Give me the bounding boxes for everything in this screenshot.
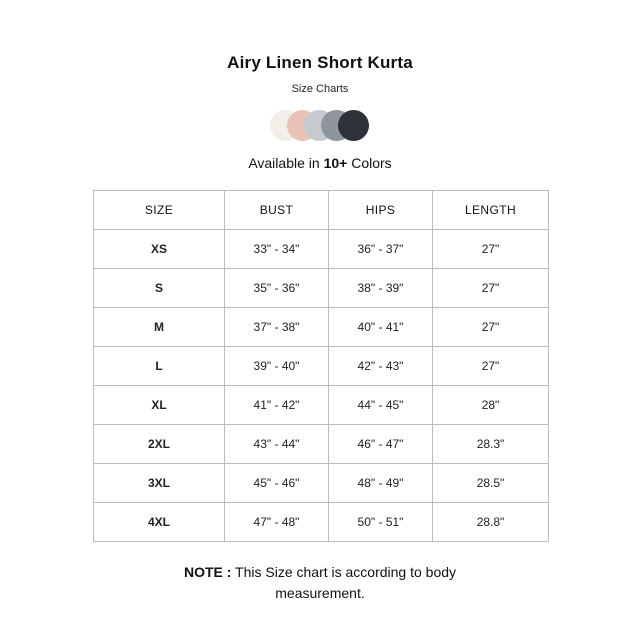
cell-bust: 45" - 46" [225, 464, 329, 503]
cell-hips: 40" - 41" [329, 308, 433, 347]
cell-bust: 37" - 38" [225, 308, 329, 347]
cell-size: M [94, 308, 225, 347]
header-size: SIZE [94, 191, 225, 230]
table-row [94, 347, 549, 386]
header-hips: HIPS [329, 191, 433, 230]
cell-size: XL [94, 386, 225, 425]
table-row [94, 230, 549, 269]
cell-length: 28.5" [433, 464, 549, 503]
note-text-line2: measurement. [275, 585, 365, 601]
cell-hips: 36" - 37" [329, 230, 433, 269]
color-swatch [338, 110, 369, 141]
cell-length: 28.8" [433, 503, 549, 542]
cell-size: 3XL [94, 464, 225, 503]
cell-length: 27" [433, 308, 549, 347]
table-row [94, 425, 549, 464]
cell-bust: 35" - 36" [225, 269, 329, 308]
cell-hips: 48" - 49" [329, 464, 433, 503]
cell-hips: 46" - 47" [329, 425, 433, 464]
table-row [94, 308, 549, 347]
cell-bust: 41" - 42" [225, 386, 329, 425]
header-length: LENGTH [433, 191, 549, 230]
cell-bust: 43" - 44" [225, 425, 329, 464]
availability-text [0, 155, 640, 171]
color-swatches [270, 110, 370, 142]
page-subtitle: Size Charts [291, 83, 349, 95]
cell-size: 4XL [94, 503, 225, 542]
cell-size: S [94, 269, 225, 308]
table-body [94, 230, 549, 542]
table-row [94, 503, 549, 542]
cell-length: 27" [433, 230, 549, 269]
cell-hips: 44" - 45" [329, 386, 433, 425]
table-row [94, 386, 549, 425]
cell-hips: 42" - 43" [329, 347, 433, 386]
table-row [94, 464, 549, 503]
availability-count: 10+ [323, 155, 348, 171]
cell-bust: 39" - 40" [225, 347, 329, 386]
note-label: NOTE : [183, 564, 232, 580]
availability-suffix: Colors [347, 155, 392, 171]
cell-hips: 50" - 51" [329, 503, 433, 542]
cell-length: 28.3" [433, 425, 549, 464]
cell-size: XS [94, 230, 225, 269]
note-text-line1: This Size chart is according to body [231, 564, 457, 580]
cell-hips: 38" - 39" [329, 269, 433, 308]
page-title: Airy Linen Short Kurta [227, 53, 413, 72]
cell-size: 2XL [94, 425, 225, 464]
note [0, 562, 640, 604]
cell-size: L [94, 347, 225, 386]
header-bust: BUST [225, 191, 329, 230]
table-row [94, 269, 549, 308]
cell-bust: 47" - 48" [225, 503, 329, 542]
cell-length: 28" [433, 386, 549, 425]
table-header-row [94, 191, 549, 230]
size-chart-table [93, 190, 549, 542]
cell-length: 27" [433, 269, 549, 308]
availability-prefix: Available in [248, 155, 324, 171]
cell-bust: 33" - 34" [225, 230, 329, 269]
cell-length: 27" [433, 347, 549, 386]
